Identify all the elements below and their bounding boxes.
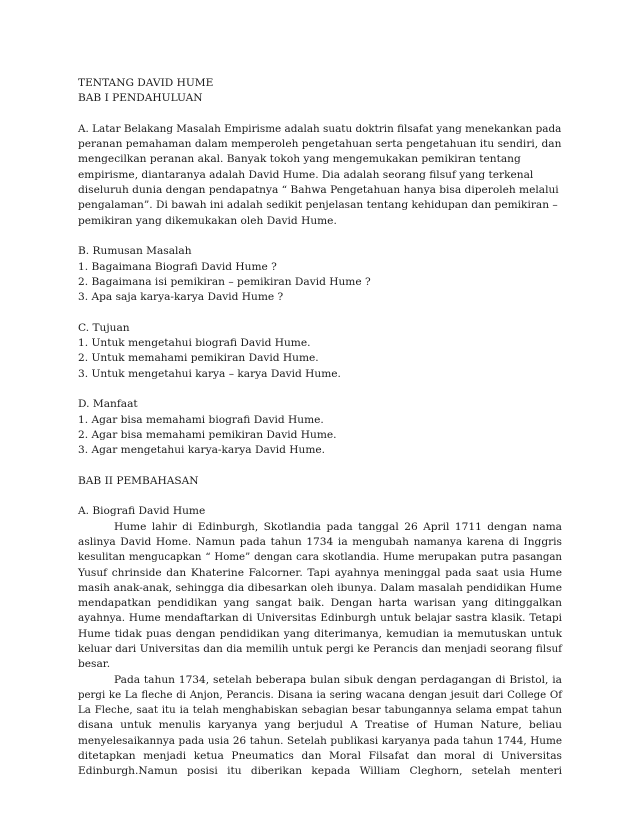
text-line: aslinya David Home. Namun pada tahun 1734 ia mengubah namanya karena di Inggris: [78, 535, 562, 548]
text-line: Yusuf chrinside dan Khaterine Falcorner. Tapi ayahnya meninggal pada saat usia Hume: [78, 566, 562, 579]
text-line: ayahnya. Hume mendaftarkan di Universitas Edinburgh untuk belajar sastra klasik. Tetapi: [78, 612, 562, 625]
text-line: mengecilkan peranan akal. Banyak tokoh yang mengemukakan pemikiran tentang: [78, 153, 521, 166]
rumusan-masalah-section: [78, 244, 562, 305]
text-line: mendapatkan pendidikan yang sangat baik. Dengan harta warisan yang ditinggalkan: [78, 597, 562, 610]
text-line: keluar dari Universitas dan dia memilih untuk pergi ke Perancis dan menjadi seorang filsuf: [78, 642, 562, 655]
latar-belakang-section: [78, 122, 562, 229]
list-item: 2. Untuk memahami pemikiran David Hume.: [78, 352, 319, 365]
list-item: 1. Untuk mengetahui biografi David Hume.: [78, 337, 311, 350]
text-line: menyelesaikannya pada usia 26 tahun. Setelah publikasi karyanya pada tahun 1744, Hume: [78, 734, 562, 747]
list-item: 3. Apa saja karya-karya David Hume ?: [78, 291, 284, 304]
text-line: Hume lahir di Edinburgh, Skotlandia pada tanggal 26 April 1711 dengan nama: [114, 520, 562, 533]
text-line: besar.: [78, 658, 111, 671]
section-heading: B. Rumusan Masalah: [78, 245, 192, 258]
text-line: masih anak-anak, sehingga dia dibesarkan oleh ibunya. Dalam masalah pendidikan Hume: [78, 581, 562, 594]
section-heading: C. Tujuan: [78, 321, 130, 334]
text-line: kesulitan mengucapkan “ Home” dengan cara skotlandia. Hume merupakan putra pasangan: [78, 552, 562, 564]
list-item: 3. Untuk mengetahui karya – karya David Hume.: [78, 367, 341, 380]
biografi-paragraph-1: [78, 520, 562, 673]
spacer: [78, 382, 562, 397]
text-line: empirisme, diantaranya adalah David Hume. Dia adalah seorang filsuf yang terkenal: [78, 168, 534, 181]
text-line: Hume tidak puas dengan pendidikan yang diterimanya, kemudian ia memutuskan untuk: [78, 627, 562, 640]
text-line: diseluruh dunia dengan pendapatnya “ Bahwa Pengetahuan hanya bisa diperoleh melalui: [78, 184, 559, 197]
section-heading: A. Biografi David Hume: [78, 505, 206, 518]
text-line: A. Latar Belakang Masalah Empirisme adalah suatu doktrin filsafat yang menekankan pada: [78, 122, 562, 135]
section-heading: D. Manfaat: [78, 398, 138, 411]
document-title: TENTANG DAVID HUME: [78, 77, 214, 89]
list-item: 1. Bagaimana Biografi David Hume ?: [78, 260, 277, 273]
text-line: Pada tahun 1734, setelah beberapa bulan sibuk dengan perdagangan di Bristol, ia: [114, 673, 562, 686]
biografi-section: [78, 504, 562, 779]
biografi-paragraph-2: [78, 673, 562, 780]
list-item: 1. Agar bisa memahami biografi David Hume.: [78, 413, 324, 426]
text-line: ditetapkan menjadi ketua Pneumatics dan Moral Filsafat dan moral di Universitas: [78, 750, 562, 763]
text-line: La Fleche, saat itu ia telah menghabiskan sebagian besar tabungannya selama empat tahun: [78, 705, 562, 717]
text-line: Edinburgh.Namun posisi itu diberikan kepada William Cleghorn, setelah menteri: [78, 765, 562, 778]
bab1-heading: BAB I PENDAHULUAN: [78, 92, 203, 105]
list-item: 2. Bagaimana isi pemikiran – pemikiran David Hume ?: [78, 275, 371, 288]
text-line: peranan pemahaman dalam memperoleh pengetahuan serta pengetahuan itu sendiri, dan: [78, 138, 562, 151]
text-line: pemikiran yang dikemukakan oleh David Hume.: [78, 214, 337, 227]
spacer: [78, 305, 562, 320]
spacer: [78, 107, 562, 122]
spacer: [78, 229, 562, 244]
text-line: pengalaman”. Di bawah ini adalah sedikit penjelasan tentang kehidupan dan pemikiran –: [78, 199, 558, 212]
spacer: [78, 489, 562, 504]
manfaat-section: [78, 397, 562, 458]
text-line: pergi ke La fleche di Anjon, Perancis. Disana ia sering wacana dengan jesuit dari College Of: [78, 689, 562, 701]
document-page: [78, 76, 562, 780]
text-line: disana untuk menulis karyanya yang berjudul A Treatise of Human Nature, beliau: [78, 719, 562, 732]
tujuan-section: [78, 321, 562, 382]
bab2-heading: BAB II PEMBAHASAN: [78, 474, 199, 487]
list-item: 2. Agar bisa memahami pemikiran David Hume.: [78, 428, 337, 441]
spacer: [78, 458, 562, 473]
list-item: 3. Agar mengetahui karya-karya David Hume.: [78, 444, 326, 457]
